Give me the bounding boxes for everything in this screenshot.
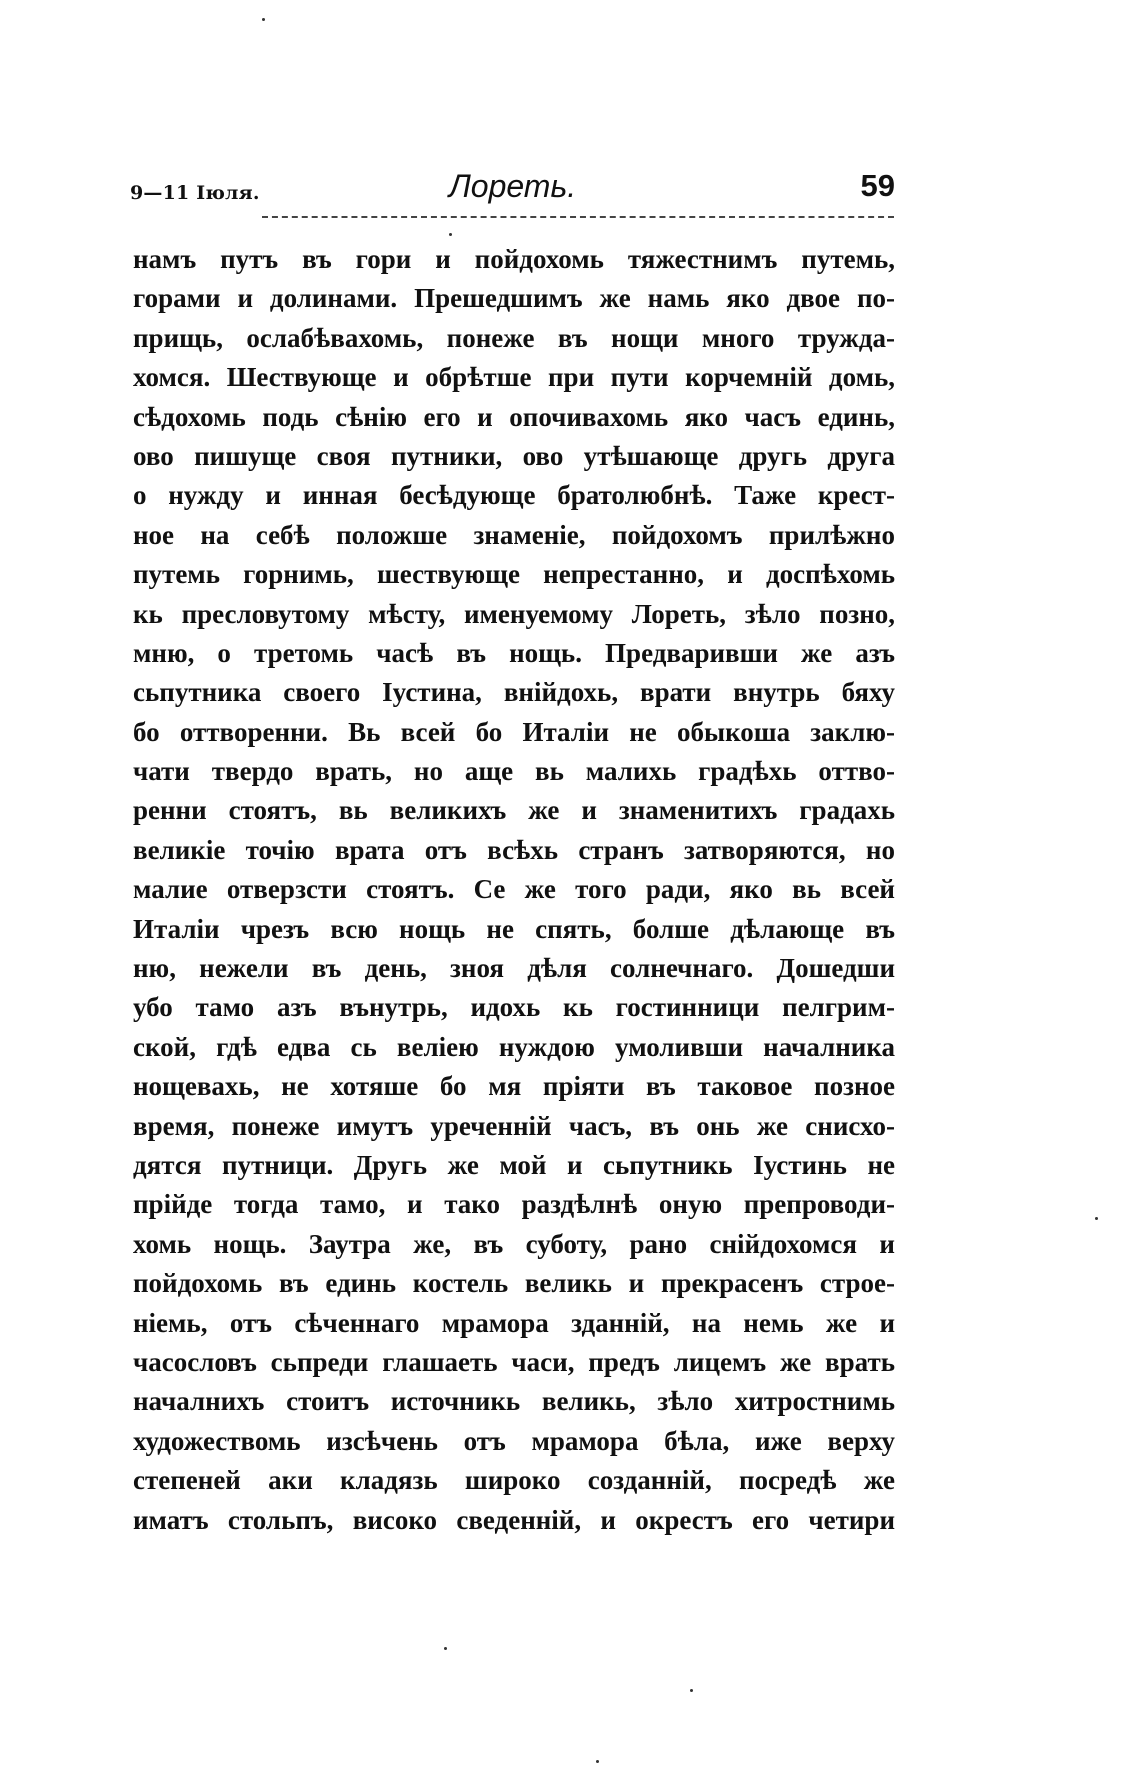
text-line: кь пресловутому мѣсту, именуемому Лореть, зѣло позно, [133,598,895,629]
page-number: 59 [860,168,895,203]
text-line: сьпутника своего Іустина, внійдохь, врати внутрь бяху [133,677,895,708]
text-line: хомся. Шествующе и обрѣтше при пути корчемній домь, [133,362,895,393]
text-line: хомь нощь. Заутра же, въ суботу, рано снійдохомся и [133,1228,895,1259]
text-line: пойдохомь въ единь костель великь и прекрасенъ строе- [133,1268,895,1299]
header-rule [262,216,894,218]
text-line: чати твердо врать, но аще вь малихь градѣхь оттво- [133,756,895,787]
text-line: иматъ стольпъ, високо сведенній, и окрестъ его четири [133,1504,895,1535]
text-line: ное на себѣ положше знаменіе, пойдохомъ прилѣжно [133,519,895,550]
text-line: часословъ сьпреди глашаеть часи, предъ лицемъ же врать [133,1346,895,1377]
text-line: художествомь изсѣчень отъ мрамора бѣла, иже верху [133,1425,895,1456]
text-line: мню, о третомь часѣ въ нощь. Предваривши же азъ [133,637,895,668]
text-line: ской, гдѣ едва сь веліею нуждою умоливши началника [133,1031,895,1062]
text-line: ню, нежели въ день, зноя дѣля солнечнаго. Дошедши [133,953,895,984]
scan-speck [449,233,452,236]
scan-speck [1095,1217,1098,1220]
body-text [133,240,895,1540]
text-line: нощевахь, не хотяше бо мя пріяти въ таковое позное [133,1071,895,1102]
text-line: ово пишуще своя путники, ово утѣшающе другь друга [133,440,895,471]
text-line: убо тамо азъ вънутрь, идохь кь гостинници пелгрим- [133,992,895,1023]
scan-speck [690,1689,693,1692]
text-line: время, понеже имутъ уреченній часъ, въ онь же снисхо- [133,1110,895,1141]
scan-speck [444,1647,447,1650]
text-line: бо оттворенни. Вь всей бо Италіи не обыкоша заклю- [133,716,895,747]
text-line: степеней аки кладязь широко созданній, посредѣ же [133,1465,895,1496]
text-line: ренни стоятъ, вь великихъ же и знаменитихъ градахь [133,795,895,826]
running-header [130,168,895,216]
text-line: малие отверзсти стоятъ. Се же того ради, яко вь всей [133,874,895,905]
text-line: великіе точію врата отъ всѣхь странъ затворяются, но [133,834,895,865]
text-line: ніемь, отъ сѣченнаго мрамора зданній, на немь же и [133,1307,895,1338]
text-line: прищь, ослабѣвахомь, понеже въ нощи много труждa- [133,322,895,353]
text-line: началнихъ стоитъ источникь великь, зѣло хитростнимь [133,1386,895,1417]
text-line: Италіи чрезъ всю нощь не спять, болше дѣлающе въ [133,913,895,944]
text-line: сѣдохомь подь сѣнію его и опочивахомь яко часъ единь, [133,401,895,432]
header-date: 9—11 Іюля. [130,182,260,204]
text-line: о нужду и инная бесѣдующе братолюбнѣ. Таже крест- [133,480,895,511]
text-line: горами и долинами. Прешедшимъ же намь яко двое по- [133,283,895,314]
text-line: дятся путници. Другь же мой и сьпутникь Іустинь не [133,1149,895,1180]
text-line: намъ путъ въ гори и пойдохомь тяжестнимъ путемь, [133,244,895,274]
page-title: Лореть. [448,168,577,204]
scan-speck [596,1760,599,1763]
text-line: прійде тогда тамо, и тако раздѣлнѣ оную препроводи- [133,1189,895,1220]
text-line: путемь горнимь, шествующе непрестанно, и доспѣхомь [133,559,895,590]
scan-speck [262,18,265,21]
